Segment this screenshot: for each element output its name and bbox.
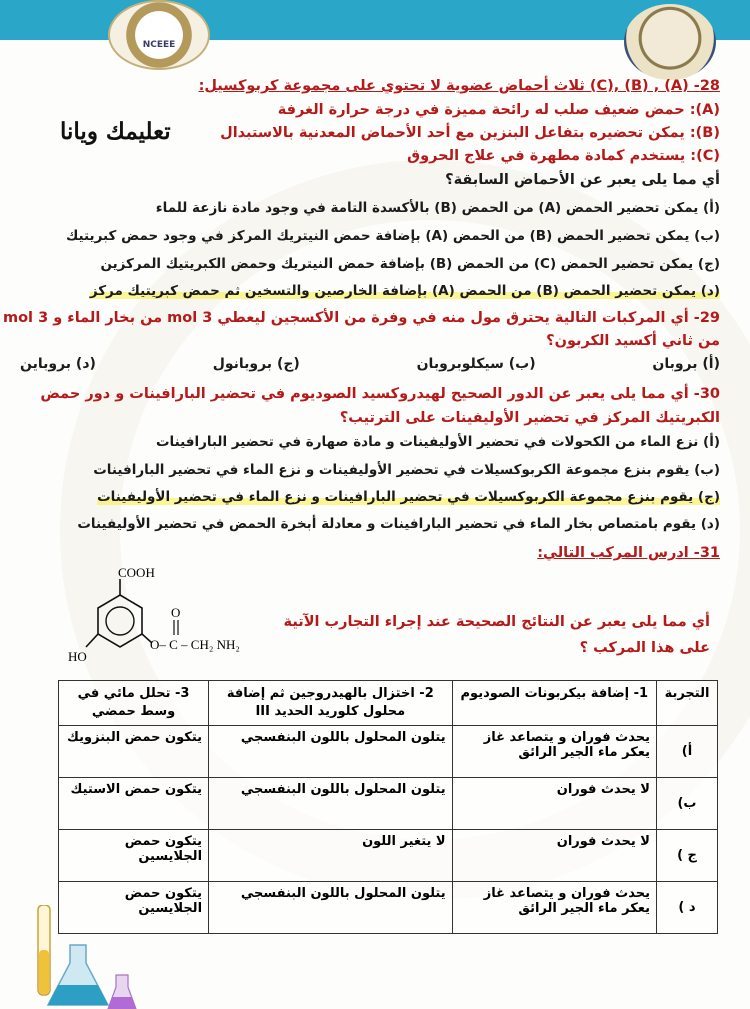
table-row	[59, 778, 718, 830]
q28-option-d	[90, 281, 720, 301]
table-header-row	[59, 681, 718, 726]
q29-line2: من ثاني أكسيد الكربون؟	[546, 333, 720, 349]
table-row	[59, 882, 718, 934]
header-bicarbonate: 1- إضافة بيكربونات الصوديوم	[452, 681, 656, 726]
q29-option-c: (ج) بروبانول	[212, 356, 300, 372]
header-hydrolysis: 3- تحلل مائي في وسط حمضي	[59, 681, 209, 726]
experiment-table	[58, 680, 718, 934]
q29-options	[20, 356, 720, 372]
q30-option-c-text: (ج) يقوم بنزع مجموعة الكربوكسيلات في تحضير البارافينات و نزع الماء في تحضير الأوليفينات	[97, 489, 720, 505]
logo-text: NCEEE	[142, 40, 176, 50]
q29-line1: 29- أي المركبات التالية يحترق مول منه في وفرة من الأكسجين ليعطي 3 mol من بخار الماء و 3 mol	[2, 310, 720, 326]
ministry-seal-logo	[624, 4, 716, 80]
cell-hydrolysis: يتكون حمض الجلايسين	[59, 830, 209, 882]
q30-option-b: (ب) يقوم بنزع مجموعة الكربوكسيلات في تحضير الأوليفينات و نزع الماء في تحضير البارافينات	[93, 462, 720, 478]
q28-option-c: (ج) يمكن تحضير الحمض (C) من الحمض (B) بإضافة حمض النيتريك وحمض الكبريتيك المركزين	[100, 256, 720, 272]
table-row	[59, 726, 718, 778]
q28-option-d-text: (د) يمكن تحضير الحمض (B) من الحمض (A) بإضافة الخارصين والتسخين ثم حمض كبريتيك مركز	[89, 283, 720, 299]
row-letter: ب)	[657, 778, 718, 830]
q29-option-b: (ب) سيكلوبروبان	[416, 356, 536, 372]
cell-hydrolysis: يتكون حمض البنزويك	[59, 726, 209, 778]
q28-option-b: (ب) يمكن تحضير الحمض (B) من الحمض (A) بإضافة حمض النيتريك المركز في وجود حمض كبريتيك	[65, 228, 720, 244]
q28-c: (C): يستخدم كمادة مطهرة في علاج الحروق	[407, 148, 720, 164]
q31-question-line1: أي مما يلى يعبر عن النتائج الصحيحة عند إجراء التجارب الآتية	[283, 614, 710, 630]
q28-option-a: (أ) يمكن تحضير الحمض (A) من الحمض (B) بالأكسدة التامة في وجود مادة نازعة للماء	[155, 200, 720, 216]
table-row	[59, 830, 718, 882]
row-letter: ج )	[657, 830, 718, 882]
q30-option-d: (د) يقوم بامتصاص بخار الماء في تحضير البارافينات و معادلة أبخرة الحمض في تحضير الأوليفينات	[77, 516, 720, 532]
q28-title: 28- (A) , (B) ,(C) ثلاث أحماض عضوية لا تحتوي على مجموعة كربوكسيل:	[198, 78, 720, 94]
cell-hydrolysis: يتكون حمض الجلايسين	[59, 882, 209, 934]
cell-bicarbonate: يحدث فوران و يتصاعد غاز يعكر ماء الجير الرائق	[452, 882, 656, 934]
cell-reduction: لا يتغير اللون	[209, 830, 453, 882]
header-reduction: 2- اختزال بالهيدروجين ثم إضافة محلول كلوريد الحديد III	[209, 681, 453, 726]
cell-reduction: يتلون المحلول باللون البنفسجي	[209, 882, 453, 934]
ester-chain-label: O– C – CH₂ NH₂	[150, 637, 240, 652]
row-letter: أ)	[657, 726, 718, 778]
carbonyl-o-label: O	[171, 605, 181, 620]
q30-line1: 30- أي مما يلى يعبر عن الدور الصحيح لهيدروكسيد الصوديوم في تحضير البارافينات و دور حمض	[40, 386, 720, 402]
row-letter: د )	[657, 882, 718, 934]
ho-label: HO	[68, 649, 87, 664]
q29-option-d: (د) بروباين	[20, 356, 96, 372]
cell-reduction: يتلون المحلول باللون البنفسجي	[209, 778, 453, 830]
aromatic-circle	[106, 607, 134, 635]
q29-option-a: (أ) بروبان	[652, 356, 720, 372]
lab-flask-icon	[28, 905, 138, 1009]
q31-question-line2: على هذا المركب ؟	[579, 640, 710, 656]
ncee-logo	[108, 0, 210, 70]
q31-title: 31- ادرس المركب التالي:	[537, 545, 720, 561]
benzene-ring	[98, 595, 142, 647]
compound-structure	[60, 565, 290, 680]
brand-text: تعليمك ويانا	[60, 118, 171, 145]
cell-hydrolysis: يتكون حمض الاستيك	[59, 778, 209, 830]
q28-question: أي مما يلى يعبر عن الأحماض السابقة؟	[445, 172, 720, 188]
q28-a: (A): حمض ضعيف صلب له رائحة مميزة في درجة حرارة الغرفة	[277, 102, 720, 118]
header-experiment: التجربة	[657, 681, 718, 726]
cell-bicarbonate: لا يحدث فوران	[452, 778, 656, 830]
bond-ho	[86, 634, 98, 647]
q28-b: (B): يمكن تحضيره بتفاعل البنزين مع أحد الأحماض المعدنية بالاستبدال	[220, 125, 720, 141]
cell-bicarbonate: يحدث فوران و يتصاعد غاز يعكر ماء الجير الرائق	[452, 726, 656, 778]
cell-reduction: يتلون المحلول باللون البنفسجي	[209, 726, 453, 778]
cell-bicarbonate: لا يحدث فوران	[452, 830, 656, 882]
q30-option-c	[97, 487, 720, 507]
q30-line2: الكبريتيك المركز في تحضير الأوليفينات على الترتيب؟	[339, 410, 720, 426]
q30-option-a: (أ) نزع الماء من الكحولات في تحضير الأوليفينات و مادة صهارة في تحضير البارافينات	[155, 434, 720, 450]
cooh-label: COOH	[118, 565, 155, 580]
